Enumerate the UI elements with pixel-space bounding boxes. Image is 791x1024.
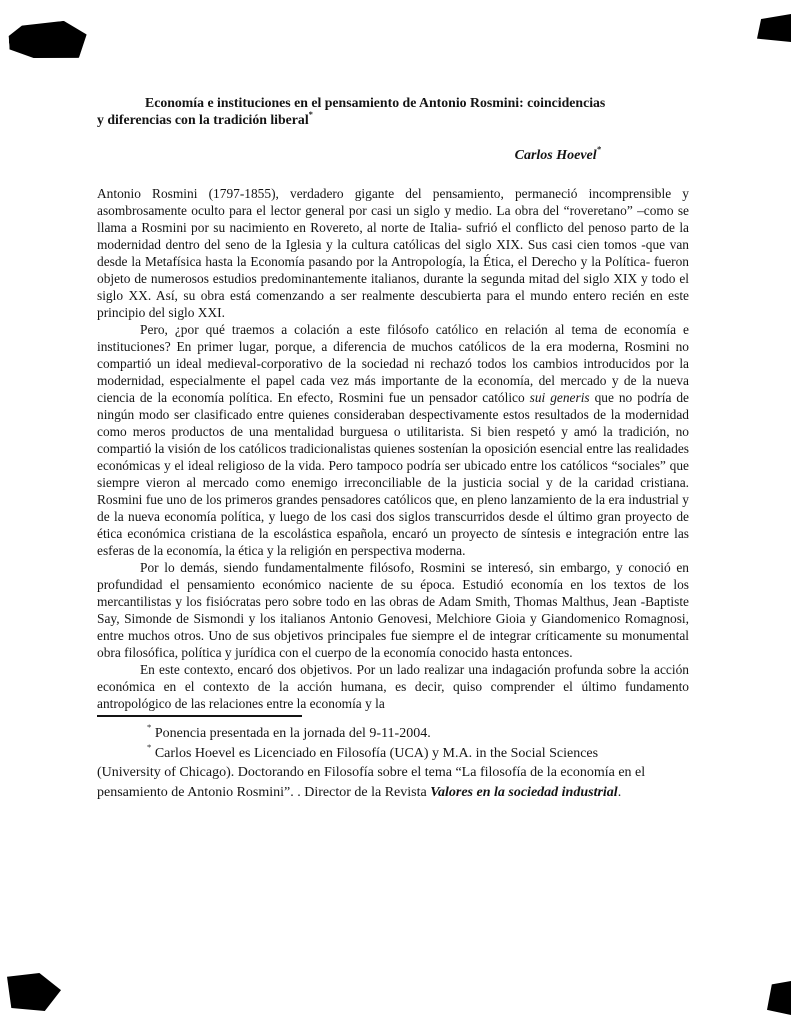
- paper-title-line1: Economía e instituciones en el pensamiento de Antonio Rosmini: coincidencias: [145, 95, 606, 110]
- footnote-2: * Carlos Hoevel es Licenciado en Filosofía (UCA) y M.A. in the Social Sciences (University of Chicago). Doctorando en Filosofía sobre el tema “La filosofía de la economía en el pensamiento de Antonio Rosmini”. . Director de la Revista Valores en la sociedad industrial.: [97, 741, 646, 800]
- paper-title: [97, 95, 689, 128]
- footnote-1: * Ponencia presentada en la jornada del 9-11-2004.: [147, 722, 431, 741]
- paragraph-1: Antonio Rosmini (1797-1855), verdadero gigante del pensamiento, permaneció incomprensible y asombrosamente oculto para el lector general por casi un siglo y medio. La obra del “roveretano” –como se llama a Rosmini por su nacimiento en Rovereto, al norte de Italia- sufrió el conflicto del penoso parto de la modernidad dentro del seno de la Iglesia y la cultura católicas del siglo XIX. Sus casi cien tomos -que van desde la Metafísica hasta la Economía pasando por la Antropología, la Ética, el Derecho y la Política- fueron objeto de numerosos estudios predominantemente italianos, durante la segunda mitad del siglo XIX y todo el siglo XX. Así, su obra está comenzando a ser realmente descubierta para el mundo entero recién en este principio del siglo XXI.: [97, 186, 689, 320]
- footnote-separator-rule: [97, 715, 302, 717]
- scan-artifact-top-left: [8, 19, 88, 62]
- paper-title-line2: y diferencias con la tradición liberal*: [97, 108, 313, 127]
- footnotes: [97, 724, 663, 802]
- paragraph-2: Pero, ¿por qué traemos a colación a este filósofo católico en relación al tema de economía e instituciones? En primer lugar, porque, a diferencia de muchos católicos de la era moderna, Rosmini no compartió un ideal medieval-corporativo de la sociedad ni rechazó todos los cambios introducidos por la modernidad, especialmente el papel cada vez más importante de la economía, del mercado y de la nueva ciencia de la economía política. En efecto, Rosmini fue un pensador católico sui generis que no podría de ningún modo ser clasificado entre quienes consideraban despectivamente estos resultados de la modernidad como meros productos de una mentalidad burguesa o utilitarista. Si bien respetó y amó la tradición, no compartió la visión de los católicos tradicionalistas quienes sostenían la oposición esencial entre las realidades económicas y el ideal religioso de la vida. Pero tampoco podría ser ubicado entre los católicos “sociales” que siempre vieron al mercado como enemigo irreconciliable de la justicia social y de la caridad cristiana. Rosmini fue uno de los primeros grandes pensadores católicos que, en pleno lanzamiento de la era industrial y de la nueva economía política, y luego de los casi dos siglos transcurridos desde el último gran proyecto de ética económica cristiana de la escolástica española, encaró un proyecto de síntesis e integración entre las esferas de la economía, la ética y la religión en perspectiva moderna.: [97, 322, 689, 558]
- author-name: Carlos Hoevel*: [514, 144, 601, 163]
- scan-artifact-bottom-right: [767, 981, 791, 1015]
- paragraph-3: Por lo demás, siendo fundamentalmente filósofo, Rosmini se interesó, sin embargo, y conoció en profundidad el pensamiento económico naciente de su época. Estudió economía en los textos de los mercantilistas y los fisiócratas pero sobre todo en las obras de Adam Smith, Thomas Malthus, Jean -Baptiste Say, Simonde de Sismondi y los italianos Antonio Genovesi, Melchiore Gioia y Giandomenico Romagnosi, entre muchos otros. Uno de sus objetivos principales fue siempre el de integrar críticamente su monumental obra filosófica, política y jurídica con el cuerpo de la economía conocido hasta entonces.: [97, 560, 689, 660]
- article-body: [97, 185, 689, 712]
- scan-artifact-top-right: [757, 14, 791, 42]
- scan-artifact-bottom-left: [7, 973, 61, 1011]
- page-content: [97, 95, 689, 802]
- paragraph-4: En este contexto, encaró dos objetivos. Por un lado realizar una indagación profunda sobre la acción económica en el contexto de la acción humana, es decir, quiso comprender el último fundamento antropológico de las relaciones entre la economía y la: [97, 662, 689, 711]
